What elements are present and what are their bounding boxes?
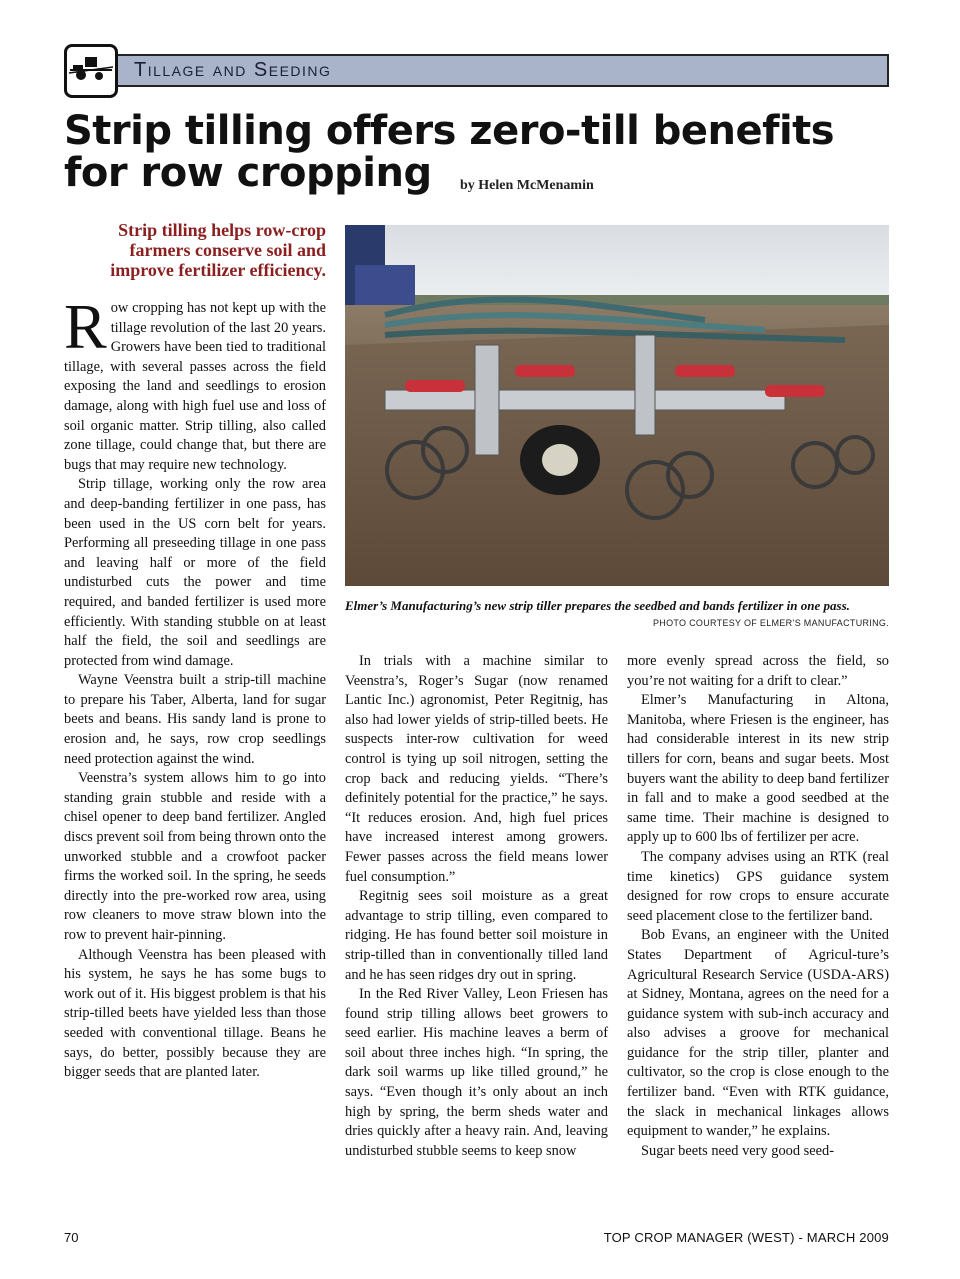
- body-column-1: [64, 291, 326, 1083]
- photo-caption: Elmer’s Manufacturing’s new strip tiller prepares the seedbed and bands fertilizer in one pass.: [345, 598, 850, 613]
- magazine-issue: TOP CROP MANAGER (WEST) - MARCH 2009: [603, 1230, 889, 1245]
- photo-credit: PHOTO COURTESY OF ELMER’S MANUFACTURING.: [652, 618, 889, 628]
- body-column-2: [345, 652, 608, 1161]
- paragraph: Strip tillage, working only the row area and deep-banding fertilizer in one pass, has been used in the US corn belt for years. Performing all preseeding tillage in one pass and leaving half or more of the field undisturbed cuts the power and time required, and banded fertilizer is used more efficiently. With standing stubble on at least half the field, the soil and seedlings are protected from wind damage.: [64, 476, 326, 669]
- paragraph: Wayne Veenstra built a strip-till machine to prepare his Taber, Alberta, land for sugar beets and beans. His sandy land is prone to erosion and, he says, row crop seedlings need protection against the wind.: [64, 672, 326, 767]
- paragraph: [64, 291, 326, 475]
- paragraph: Veenstra’s system allows him to go into standing grain stubble and reside with a chisel opener to deep band fertilizer. Angled discs prevent soil from being thrown onto the unworked stubble and a crowfoot packer firms the worked soil. In the spring, he seeds directly into the pre-worked row area, using row cleaners to move straw blown into the row to prevent hair-pinning.: [64, 770, 326, 943]
- paragraph: The company advises using an RTK (real time kinetics) GPS guidance system designed for row crops to ensure accurate seed placement close to the fertilizer band.: [627, 848, 889, 924]
- paragraph: more evenly spread across the field, so you’re not waiting for a drift to clear.”: [627, 653, 889, 689]
- paragraph: Sugar beets need very good seed-: [641, 1142, 835, 1159]
- paragraph: In trials with a machine similar to Veenstra’s, Roger’s Sugar (now renamed Lantic Inc.) agronomist, Peter Regitnig, has also had lower yields of strip-tilled beets. He suspects inter-row cultivation for weed control is tying up soil nitrogen, setting the crop back and reducing yields. “There’s definitely potential for the practice,” he says. “It reduces erosion. And, high fuel prices have increased interest among growers. Fewer passes across the field means lower fuel consumption.”: [345, 653, 608, 885]
- body-column-3: [627, 652, 889, 1161]
- section-band: [116, 54, 889, 87]
- paragraph: Although Veenstra has been pleased with his system, he says he has some bugs to work out of it. His biggest problem is that his strip-tilled beets have yielded less than those seeded with conventional tillage. Beans he says, do better, possibly because they are bigger seeds that are planted later.: [64, 946, 326, 1081]
- tractor-icon: [64, 44, 118, 98]
- headline-line-1: Strip tilling offers zero-till benefits: [64, 108, 835, 154]
- paragraph: Regitnig sees soil moisture as a great advantage to strip tilling, even compared to ridging. He has found better soil moisture in strip-tilled than in conventionally tilled land and he has seen ridges dry out in spring.: [345, 888, 608, 983]
- headline-line-2: for row cropping: [64, 150, 432, 196]
- paragraph-text: ow cropping has not kept up with the tillage revolution of the last 20 years. Growers have been tied to traditional tillage, with several passes across the field exposing the land and seedlings to erosion damage, along with high fuel use and loss of soil organic matter. Strip tilling, also called zone tillage, could change that, but there are bugs that may require new technology.: [64, 300, 326, 473]
- paragraph: Bob Evans, an engineer with the United States Department of Agricul-ture’s Agricultural Research Service (USDA-ARS) at Sidney, Montana, agrees on the need for a guidance system with sub-inch accuracy and also advises a groove for mechanical guidance for the strip tiller, planter and cultivator, so the crop is close enough to the fertilizer band. “Even with RTK guidance, the slack in mechanical linkages allows equipment to wander,” he explains.: [627, 927, 889, 1140]
- page-number: 70: [64, 1230, 79, 1245]
- paragraph: In the Red River Valley, Leon Friesen has found strip tilling allows beet growers to seed earlier. His machine leaves a berm of soil about three inches high. “In spring, the dark soil warms up like tilled ground,” he says. “Even though it’s only about an inch high by spring, the berm sheds water and dries quickly after a heavy rain. And, leaving undisturbed stubble seems to keep snow: [345, 986, 608, 1159]
- deck: Strip tilling helps row-crop farmers conserve soil and improve fertilizer efficiency.: [110, 220, 326, 280]
- section-title: Tillage and Seeding: [134, 59, 332, 81]
- drop-cap: R: [64, 291, 107, 362]
- paragraph: Elmer’s Manufacturing in Altona, Manitoba, where Friesen is the engineer, has had considerable interest in its new strip tillers for corn, beans and sugar beets. Most buyers want the ability to deep band fertilizer in fall and to make a good seedbed at the same time. Their machine is designed to apply up to 600 lbs of fertilizer per acre.: [627, 692, 889, 846]
- byline: by Helen McMenamin: [460, 178, 594, 193]
- strip-tiller-photo: [345, 225, 889, 586]
